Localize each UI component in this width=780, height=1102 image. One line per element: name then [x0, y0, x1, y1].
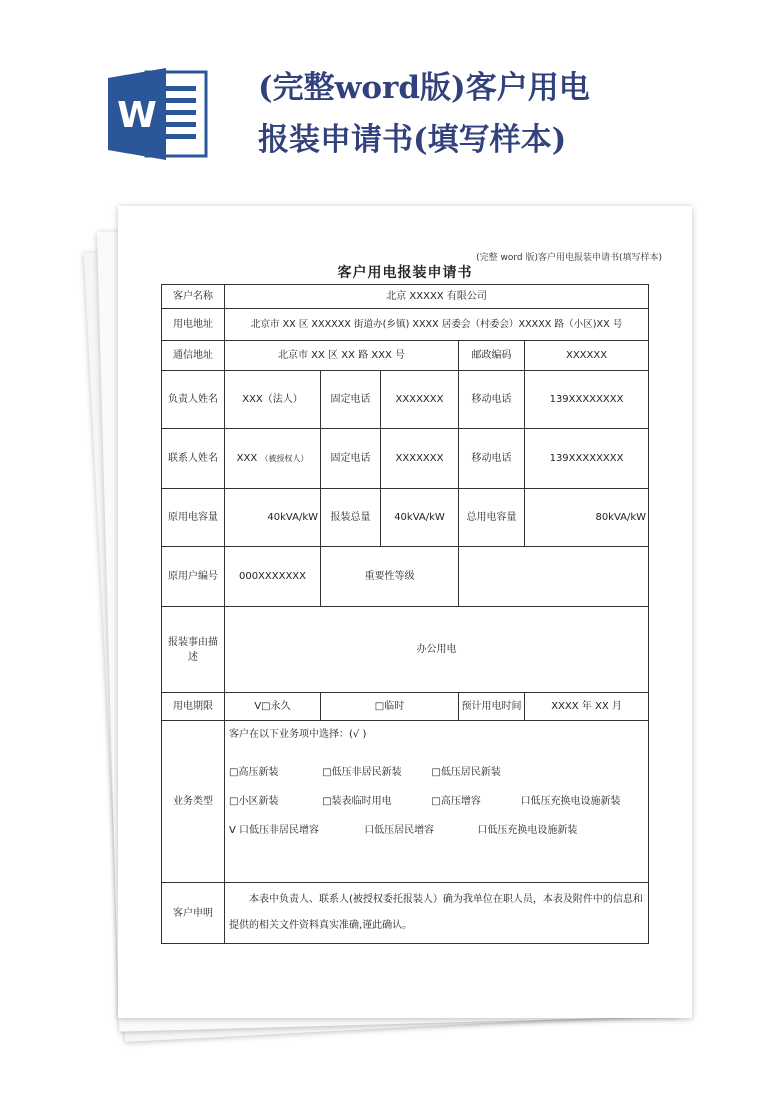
contact-note: （被授权人） — [260, 454, 309, 463]
row-original-user — [162, 547, 649, 607]
row-declaration — [162, 883, 649, 944]
option-hv-capacity-increase: □高压增容 — [431, 796, 481, 807]
value-customer-name: 北京 XXXXX 有限公司 — [225, 285, 649, 309]
label-original-capacity: 原用电容量 — [162, 489, 225, 547]
label-contact: 联系人姓名 — [162, 429, 225, 489]
label-mailing-address: 通信地址 — [162, 341, 225, 371]
value-period-permanent: V□永久 — [225, 693, 321, 721]
value-postcode: XXXXXX — [525, 341, 649, 371]
options-row-1 — [229, 763, 644, 792]
label-business-type: 业务类型 — [162, 721, 225, 883]
document-page — [118, 206, 692, 1018]
document-title: 客户用电报装申请书 — [337, 265, 473, 281]
label-importance: 重要性等级 — [321, 547, 459, 607]
label-customer-name: 客户名称 — [162, 285, 225, 309]
row-mailing-address — [162, 341, 649, 371]
page-headline — [258, 62, 758, 166]
option-lv-charging-new: 口低压充换电设施新装 — [520, 796, 621, 807]
row-principal — [162, 371, 649, 429]
row-capacity — [162, 489, 649, 547]
label-principal-mobile: 移动电话 — [459, 371, 525, 429]
headline-line-2: 报装申请书(填写样本) — [258, 122, 567, 158]
option-lv-nonresident-new: □低压非居民新装 — [322, 767, 402, 778]
row-address — [162, 309, 649, 341]
value-address: 北京市 XX 区 XXXXXX 街道办(乡镇) XXXX 居委会（村委会）XXXXX 路（小区)XX 号 — [225, 309, 649, 341]
options-row-3 — [229, 821, 644, 850]
option-lv-resident-increase: 口低压居民增容 — [364, 825, 435, 836]
value-principal-mobile: 139XXXXXXXX — [525, 371, 649, 429]
value-principal-fixed-phone: XXXXXXX — [381, 371, 459, 429]
value-original-user-no: 000XXXXXXX — [225, 547, 321, 607]
option-lv-resident-new: □低压居民新装 — [431, 767, 501, 778]
headline-line-1: (完整word版)客户用电 — [258, 70, 590, 106]
label-declaration: 客户申明 — [162, 883, 225, 944]
value-principal-name: XXX（法人） — [225, 371, 321, 429]
value-contact-name — [225, 429, 321, 489]
label-postcode: 邮政编码 — [459, 341, 525, 371]
value-contact-fixed-phone: XXXXXXX — [381, 429, 459, 489]
contact-name: XXX — [236, 453, 258, 464]
label-principal-fixed-phone: 固定电话 — [321, 371, 381, 429]
row-customer-name — [162, 285, 649, 309]
value-expected-time: XXXX 年 XX 月 — [525, 693, 649, 721]
value-declaration: 本表中负责人、联系人(被授权委托报装人）确为我单位在职人员，本表及附件中的信息和提供的相关文件资料真实准确,谨此确认。 — [225, 883, 649, 944]
word-logo-letter: W — [117, 95, 157, 136]
business-intro: 客户在以下业务项中选择：(√ ) — [229, 729, 367, 740]
document-running-header: (完整 word 版)客户用电报装申请书(填写样本) — [476, 253, 662, 263]
label-expected-time: 预计用电时间 — [459, 693, 525, 721]
label-reason: 报装事由描述 — [162, 607, 225, 693]
value-total-capacity: 80kVA/kW — [525, 489, 649, 547]
value-importance — [459, 547, 649, 607]
option-hv-new: □高压新装 — [229, 767, 279, 778]
label-contact-mobile: 移动电话 — [459, 429, 525, 489]
label-address: 用电地址 — [162, 309, 225, 341]
label-principal: 负责人姓名 — [162, 371, 225, 429]
label-contact-fixed-phone: 固定电话 — [321, 429, 381, 489]
label-original-user-no: 原用户编号 — [162, 547, 225, 607]
options-row-2 — [229, 792, 644, 821]
label-total-capacity: 总用电容量 — [459, 489, 525, 547]
label-period: 用电期限 — [162, 693, 225, 721]
row-business-type — [162, 721, 649, 883]
value-contact-mobile: 139XXXXXXXX — [525, 429, 649, 489]
value-reason: 办公用电 — [225, 607, 649, 693]
value-period-temporary: □临时 — [321, 693, 459, 721]
business-type-options — [225, 721, 649, 883]
value-mailing-address: 北京市 XX 区 XX 路 XXX 号 — [225, 341, 459, 371]
row-contact — [162, 429, 649, 489]
application-form-table — [161, 284, 649, 944]
row-reason — [162, 607, 649, 693]
option-community-new: □小区新装 — [229, 796, 279, 807]
option-lv-nonresident-increase: V 口低压非居民增容 — [229, 825, 320, 836]
word-document-icon — [106, 66, 210, 162]
value-original-capacity: 40kVA/kW — [225, 489, 321, 547]
row-period — [162, 693, 649, 721]
value-apply-total: 40kVA/kW — [381, 489, 459, 547]
option-temporary-meter: □装表临时用电 — [322, 796, 392, 807]
label-apply-total: 报装总量 — [321, 489, 381, 547]
option-lv-charging-new-2: 口低压充换电设施新装 — [477, 825, 578, 836]
